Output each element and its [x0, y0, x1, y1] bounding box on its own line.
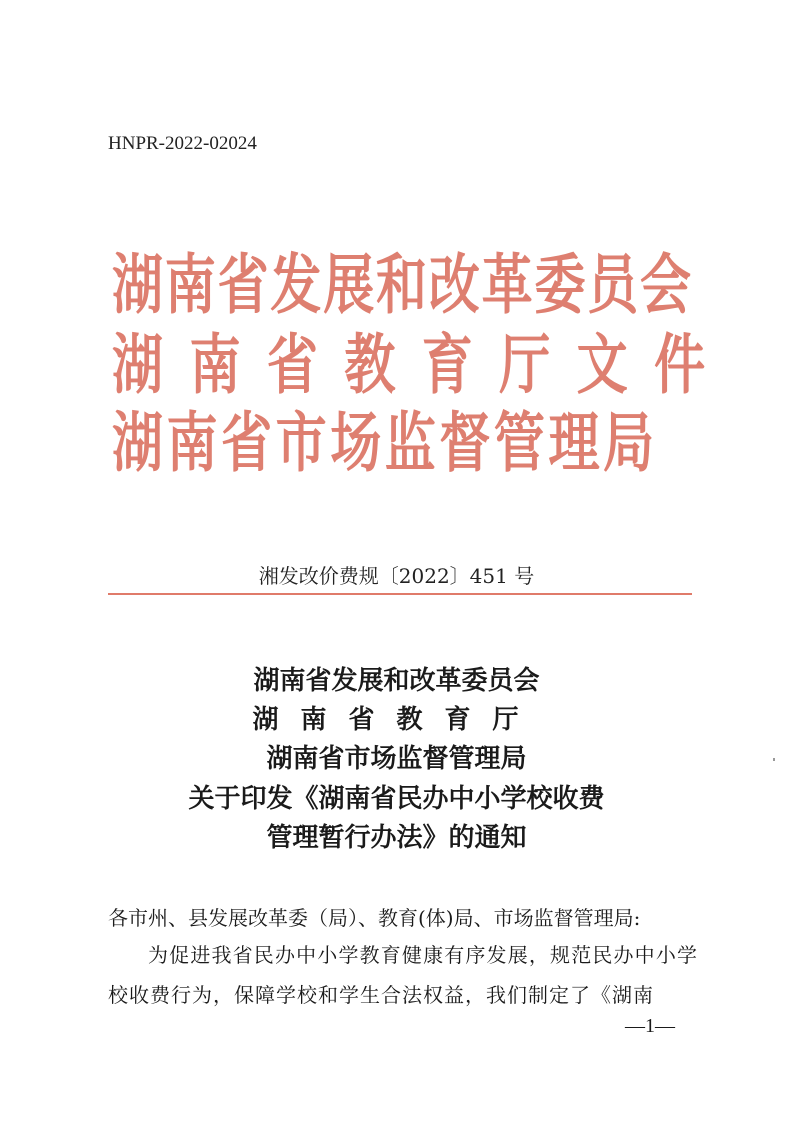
issuer-line-2: 湖南省教育厅文件: [112, 326, 732, 403]
page-number: —1—: [625, 1015, 675, 1037]
issuer-line-1: 湖南省发展和改革委员会: [112, 246, 693, 323]
title-line-4: 关于印发《湖南省民办中小学校收费: [188, 784, 605, 814]
red-divider: [108, 593, 692, 595]
title-line-5: 管理暂行办法》的通知: [266, 823, 527, 853]
title-line-1: 湖南省发展和改革委员会: [253, 666, 540, 696]
issuer-line-3: 湖南省市场监督管理局: [112, 404, 658, 481]
title-line-2: 湖南省教育厅: [252, 705, 541, 735]
salutation: 各市州、县发展改革委（局）、教育(体)局、市场监督管理局:: [108, 906, 641, 930]
body-paragraph: 为促进我省民办中小学教育健康有序发展，规范民办中小学校收费行为，保障学校和学生合法权益，我们制定了《湖南: [108, 943, 698, 1007]
scan-mark: [773, 758, 775, 761]
title-line-3: 湖南省市场监督管理局: [266, 744, 527, 774]
document-number: 湘发改价费规〔2022〕451 号: [258, 564, 535, 588]
document-code: HNPR-2022-02024: [108, 133, 257, 154]
